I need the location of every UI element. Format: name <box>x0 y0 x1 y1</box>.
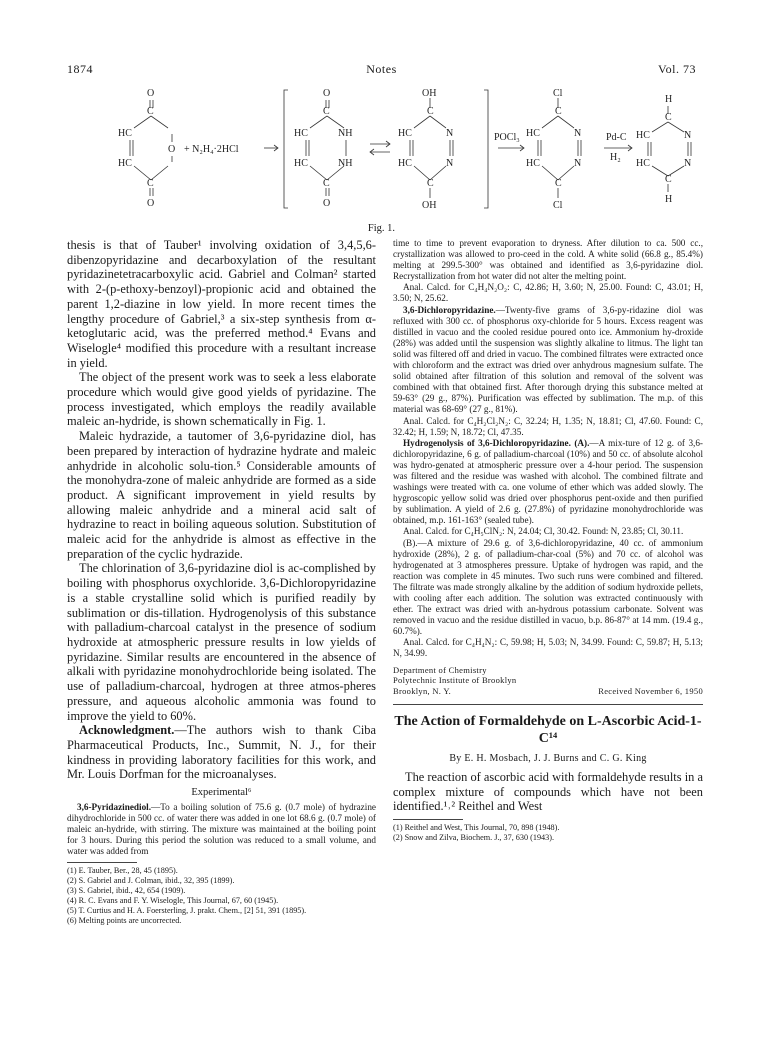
right-column <box>393 238 703 843</box>
footnote: (6) Melting points are uncorrected. <box>67 916 182 926</box>
label-nh: NH <box>338 158 353 169</box>
label-c: C <box>555 106 562 117</box>
analysis-line: Anal. Calcd. for C₄H₄N₂: C, 59.98; H, 5.03; N, 34.99. Found: C, 59.87; H, 5.13; N, 34.99. <box>393 637 703 659</box>
label-reagent-hydrazine: + N₂H₄·2HCl <box>184 144 239 155</box>
label-c: C <box>147 106 154 117</box>
label-n: N <box>684 130 692 141</box>
label-oh: OH <box>422 200 437 211</box>
footnote: (4) R. C. Evans and F. Y. Wiselogle, This Journal, 67, 60 (1945). <box>67 896 279 906</box>
exp-compound-heading: Hydrogenolysis of 3,6-Dichloropyridazine. (A). <box>403 437 590 448</box>
label-o: O <box>168 144 176 155</box>
exp-body: —Twenty-five grams of 3,6-py-ridazine diol was refluxed with 300 cc. of phosphorus oxy-chloride for 5 hours. Excess reagent was distilled in vacuo and the cooled residue poured onto ice. Ammonium hy-droxide (28%) was added until the suspension was slightly alkaline to litmus. The light tan solid was filtered off and dried in vacuo. The combined filtrates were extracted once with chloroform and the extract was dried over anhydrous magnesium sulfate. The solid obtained after filtration of this solution and removal of the solvent was combined with that obtained first. After thorough drying this substance melted at 59-63° (29 g., 87%). Purification was effected by sublimation. The m.p. of this material was 68-69° (27 g., 81%). <box>393 304 703 415</box>
label-reagent-pdc: Pd-C <box>606 132 627 143</box>
label-hc: HC <box>526 128 540 139</box>
exp-paragraph <box>393 438 703 527</box>
running-header: Notes <box>366 62 397 76</box>
article-intro <box>393 770 703 814</box>
label-reagent-h2: H₂ <box>610 152 621 163</box>
left-column <box>67 238 376 926</box>
footnote: (5) T. Curtius and H. A. Foersterling, J. prakt. Chem., [2] 51, 391 (1895). <box>67 906 307 916</box>
experimental-text <box>67 802 376 857</box>
label-n: N <box>574 128 582 139</box>
label-o: O <box>323 198 331 209</box>
article-title: The Action of Formaldehyde on L-Ascorbic Acid-1-C¹⁴ <box>394 714 702 747</box>
experimental-heading: Experimental⁶ <box>191 787 252 799</box>
label-hc: HC <box>636 130 650 141</box>
footnote: (1) Reithel and West, This Journal, 70, 898 (1948). <box>393 823 560 833</box>
label-hc: HC <box>118 128 132 139</box>
acknowledgment-paragraph <box>67 723 376 782</box>
department: Department of Chemistry <box>393 664 487 675</box>
figure-caption: Fig. 1. <box>367 223 396 234</box>
footnote-rule <box>393 819 463 820</box>
exp-paragraph: time to time to prevent evaporation to dryness. After dilution to ca. 500 cc., crystallization was allowed to pro-ceed in the cold. A white solid (66.8 g., 85.4%) melting at 299.5-300° was obtained and identified as 3,6-pyridazine diol. Recrystallization from hot water did not alter the melting point. <box>393 238 703 282</box>
received-date: Received November 6, 1950 <box>598 685 703 696</box>
location: Brooklyn, N. Y. <box>393 685 452 696</box>
label-nh: NH <box>338 128 353 139</box>
label-o: O <box>147 88 155 99</box>
label-hc: HC <box>294 128 308 139</box>
footnote: (3) S. Gabriel, ibid., 42, 654 (1909). <box>67 886 186 896</box>
affiliation-block <box>393 665 703 697</box>
reaction-scheme-figure <box>88 84 700 224</box>
analysis-line: Anal. Calcd. for C₄H₄N₂O₂: C, 42.86; H, 3.60; N, 25.00. Found: C, 43.01; H, 3.50; N, 25.62. <box>393 282 703 304</box>
label-hc: HC <box>294 158 308 169</box>
institute: Polytechnic Institute of Brooklyn <box>393 675 517 686</box>
label-hc: HC <box>398 158 412 169</box>
label-n: N <box>684 158 692 169</box>
label-h: H <box>665 94 673 105</box>
exp-compound-heading: 3,6-Dichloropyridazine. <box>403 304 496 315</box>
body-paragraph: thesis is that of Tauber¹ involving oxidation of 3,4,5,6-dibenzopyridazine and decarboxylation of the resultant pyridazinetetracarboxylic acid. Gabriel and Colman² started with 2-(p-ethoxy-benzoyl)-propionic acid and obtained the parent 1,2-diazine in low yield. In more recent times the lengthy procedure of Gabriel,³ a six-step synthesis from α-ketoglutaric acid, was the preferred method.⁴ Evans and Wiselogle⁴ modified this procedure with a resultant increase in yield. <box>67 238 376 370</box>
footnote-rule <box>67 862 137 863</box>
footnote: (2) Snow and Zilva, Biochem. J., 37, 630 (1943). <box>393 833 554 843</box>
footnote: (2) S. Gabriel and J. Colman, ibid., 32, 395 (1899). <box>67 876 235 886</box>
body-text <box>67 238 376 782</box>
label-c: C <box>427 106 434 117</box>
exp-body: —A mix-ture of 12 g. of 3,6-dichloropyridazine, 6 g. of palladium-charcoal (10%) and 50 cc. of absolute alcohol was hydro-genated at atmospheric pressure over a 4-hour period. The suspension was filtered and the residue was washed with alcohol. The combined filtrate and washings were treated with ca. one volume of ether which was added slowly. The hygroscopic yellow solid was dried over phosphorus pent-oxide and then purified by sublimation. A yield of 2.6 g. (27.8%) of pyridazine monohydrochloride was obtained, m.p. 161-163° (sealed tube). <box>393 437 703 526</box>
label-oh: OH <box>422 88 437 99</box>
page-number: 1874 <box>67 62 93 76</box>
body-paragraph: The object of the present work was to seek a less elaborate procedure which would give good yields of pyridazine. The process investigated, which employs the readily available maleic an-hydride, is shown schematically in Fig. 1. <box>67 370 376 429</box>
label-reagent-pocl3: POCl₃ <box>494 132 520 143</box>
experimental-continued <box>393 238 703 660</box>
body-paragraph: Maleic hydrazide, a tautomer of 3,6-pyridazine diol, has been prepared by interaction of hydrazine hydrate and maleic anhydride in alcoholic solu-tion.⁵ Considerable amounts of the monohydra-zone of maleic anhydride are formed as a side product. A significant improvement in yield results by allowing maleic anhydride and a mineral acid salt of hydrazine to react in boiling aqueous solution. Substitution of maleic acid for the anhydride is almost as effective in the preparation of the cyclic hydrazide. <box>67 429 376 561</box>
body-paragraph: The chlorination of 3,6-pyridazine diol is ac-complished by boiling with phosphorus oxychloride. 3,6-Dichloropyridazine is a stable crystalline solid which is purified readily by sublimation or dis-tillation. Hydrogenolysis of this substance with palladium-charcoal catalyst in the presence of sodium hydroxide at atmospheric pressure results in low yields of pyridazine. Similar results are encountered in the absence of alkali with pyridazine monohydrochloride being isolated. The use of palladium-charcoal, hydrogen at three atmos-pheres pressure, and aqueous alcoholic ammonia was found to improve the yield to 60%. <box>67 561 376 723</box>
label-hc: HC <box>118 158 132 169</box>
exp-compound-heading: 3,6-Pyridazinediol. <box>77 802 152 813</box>
body-paragraph: The reaction of ascorbic acid with formaldehyde results in a complex mixture of compounds which have not been identified.¹˒² Reithel and West <box>393 770 703 814</box>
label-hc: HC <box>526 158 540 169</box>
label-c: C <box>323 106 330 117</box>
footnote: (1) E. Tauber, Ber., 28, 45 (1895). <box>67 866 178 876</box>
label-c: C <box>665 174 672 185</box>
label-cl: Cl <box>553 88 563 99</box>
analysis-line: Anal. Calcd. for C₄H₅ClN₂: N, 24.04; Cl, 30.42. Found: N, 23.85; Cl, 30.11. <box>403 526 684 537</box>
label-c: C <box>427 178 434 189</box>
volume-label: Vol. 73 <box>658 62 696 76</box>
ack-text: —The authors wish to thank Ciba Pharmaceutical Products, Inc., Summit, N. J., for their kindness in providing laboratory facilities for this work, and Mr. Louis Dorfman for the microanalyses. <box>67 723 376 782</box>
label-n: N <box>574 158 582 169</box>
exp-paragraph: (B).—A mixture of 29.6 g. of 3,6-dichloropyridazine, 40 cc. of ammonium hydroxide (28%), 2 g. of palladium-char-coal (5%) and 70 cc. of alcohol was hydrogenated at 3 atmospheres pressure. Uptake of hydrogen was rapid, and the reaction was complete in 45 minutes. Two such runs were combined and filtered. The filtrate was made strongly alkaline by the addition of sodium hydroxide pellets, with cooling after each addition. The solution was extracted continuously with ether. The extract was dried with an-hydrous potassium carbonate. Solvent was removed in vacuo and the residue distilled in vacuo, b.p. 86-87° at 14 mm. (19.4 g., 60.7%). <box>393 537 703 637</box>
footnotes <box>67 866 376 926</box>
label-c: C <box>323 178 330 189</box>
exp-body: —To a boiling solution of 75.6 g. (0.7 mole) of hydrazine dihydrochloride in 500 cc. of water there was added in one lot 68.6 g. (0.7 mole) of maleic an-hydride, with stirring. The mixture was maintained at the boiling point for 3 hours. During this period the solution was reduced to a small volume, and water was added from <box>67 802 376 857</box>
label-c: C <box>665 112 672 123</box>
article-authors: By E. H. Mosbach, J. J. Burns and C. G. King <box>449 753 647 765</box>
label-cl: Cl <box>553 200 563 211</box>
ack-heading: Acknowledgment. <box>79 723 175 738</box>
label-c: C <box>147 178 154 189</box>
label-n: N <box>446 128 454 139</box>
label-o: O <box>323 88 331 99</box>
label-hc: HC <box>398 128 412 139</box>
location-received <box>393 686 703 697</box>
label-h: H <box>665 194 673 205</box>
exp-paragraph <box>393 305 703 416</box>
label-hc: HC <box>636 158 650 169</box>
label-o: O <box>147 198 155 209</box>
section-rule <box>393 704 703 705</box>
exp-paragraph <box>67 802 376 857</box>
analysis-line: Anal. Calcd. for C₄H₂Cl₂N₂: C, 32.24; H, 1.35; N, 18.81; Cl, 47.60. Found: C, 32.42; H, 1.59; N, 18.72; Cl, 47.35. <box>393 415 703 437</box>
label-n: N <box>446 158 454 169</box>
label-c: C <box>555 178 562 189</box>
